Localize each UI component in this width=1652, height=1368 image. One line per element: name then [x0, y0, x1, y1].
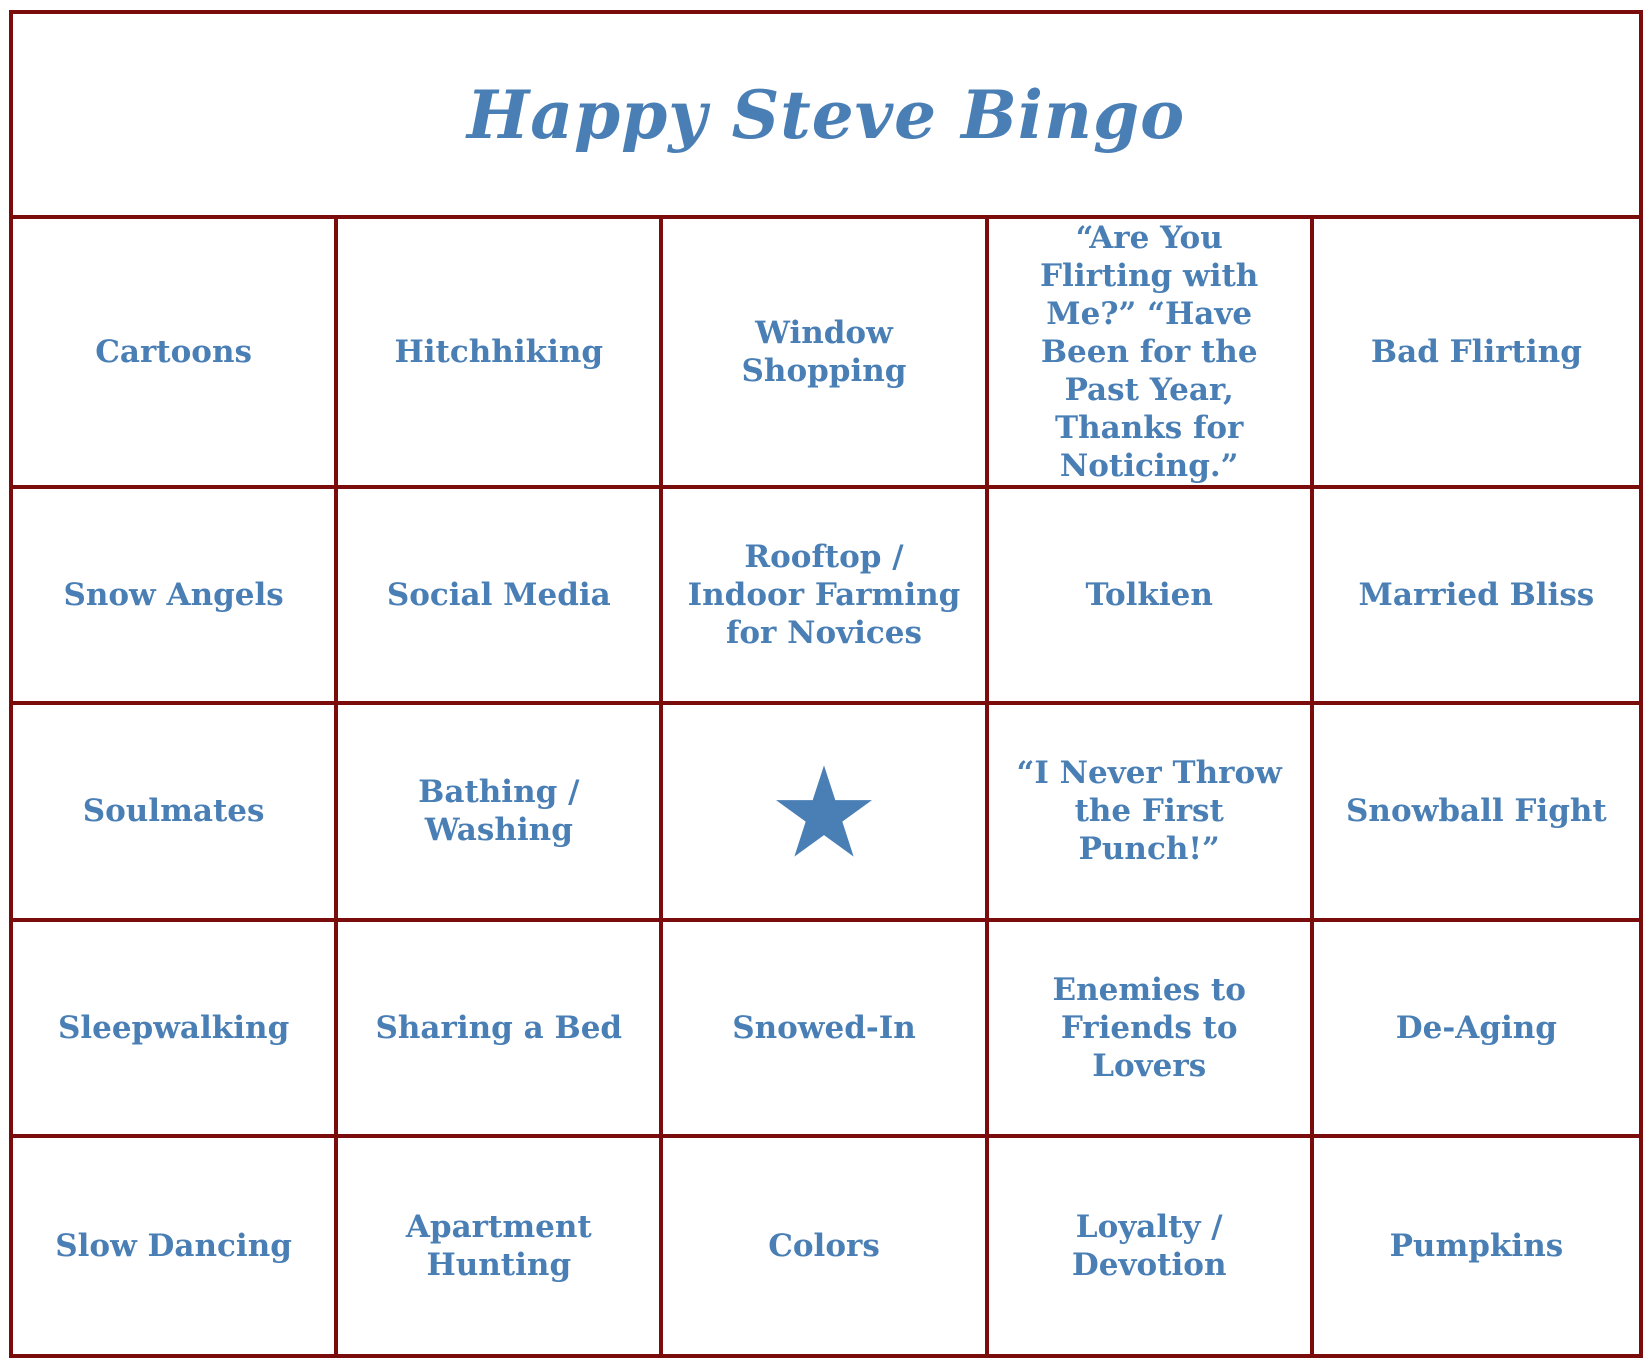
bingo-cell[interactable]: Social Media	[338, 489, 663, 701]
bingo-row	[13, 922, 1639, 1138]
bingo-cell[interactable]: Soulmates	[13, 705, 338, 917]
bingo-row	[13, 489, 1639, 705]
title-bar	[13, 14, 1639, 219]
bingo-cell[interactable]: Sharing a Bed	[338, 922, 663, 1134]
bingo-cell[interactable]: Cartoons	[13, 219, 338, 485]
bingo-cell[interactable]: “I Never Throw the First Punch!”	[989, 705, 1314, 917]
bingo-cell[interactable]: Enemies to Friends to Lovers	[989, 922, 1314, 1134]
bingo-cell[interactable]: Snowed-In	[663, 922, 988, 1134]
bingo-cell[interactable]: Bathing / Washing	[338, 705, 663, 917]
bingo-row	[13, 219, 1639, 489]
bingo-cell[interactable]: Sleepwalking	[13, 922, 338, 1134]
bingo-cell[interactable]: Window Shopping	[663, 219, 988, 485]
star-icon	[776, 765, 872, 857]
bingo-cell[interactable]: Snowball Fight	[1346, 793, 1607, 830]
bingo-cell[interactable]: Tolkien	[989, 489, 1314, 701]
bingo-cell[interactable]: Slow Dancing	[13, 1138, 338, 1354]
bingo-cell[interactable]: Hitchhiking	[338, 219, 663, 485]
bingo-board	[9, 10, 1643, 1358]
bingo-cell[interactable]: De-Aging	[1395, 1009, 1557, 1046]
bingo-cell[interactable]: Apartment Hunting	[338, 1138, 663, 1354]
page-title: Happy Steve Bingo	[466, 75, 1186, 154]
bingo-cell[interactable]: Colors	[663, 1138, 988, 1354]
free-space-cell[interactable]	[663, 705, 988, 917]
bingo-cell[interactable]: “Are You Flirting with Me?” “Have Been for the Past Year, Thanks for Noticing.”	[989, 219, 1314, 485]
bingo-row	[13, 1138, 1639, 1354]
bingo-cell[interactable]: Snow Angels	[13, 489, 338, 701]
bingo-cell[interactable]: Pumpkins	[1389, 1227, 1564, 1264]
bingo-row	[13, 705, 1639, 921]
bingo-cell[interactable]: Loyalty / Devotion	[989, 1138, 1314, 1354]
bingo-cell[interactable]: Married Bliss	[1358, 577, 1595, 614]
bingo-cell[interactable]: Rooftop / Indoor Farming for Novices	[663, 489, 988, 701]
bingo-cell[interactable]: Bad Flirting	[1370, 334, 1582, 370]
